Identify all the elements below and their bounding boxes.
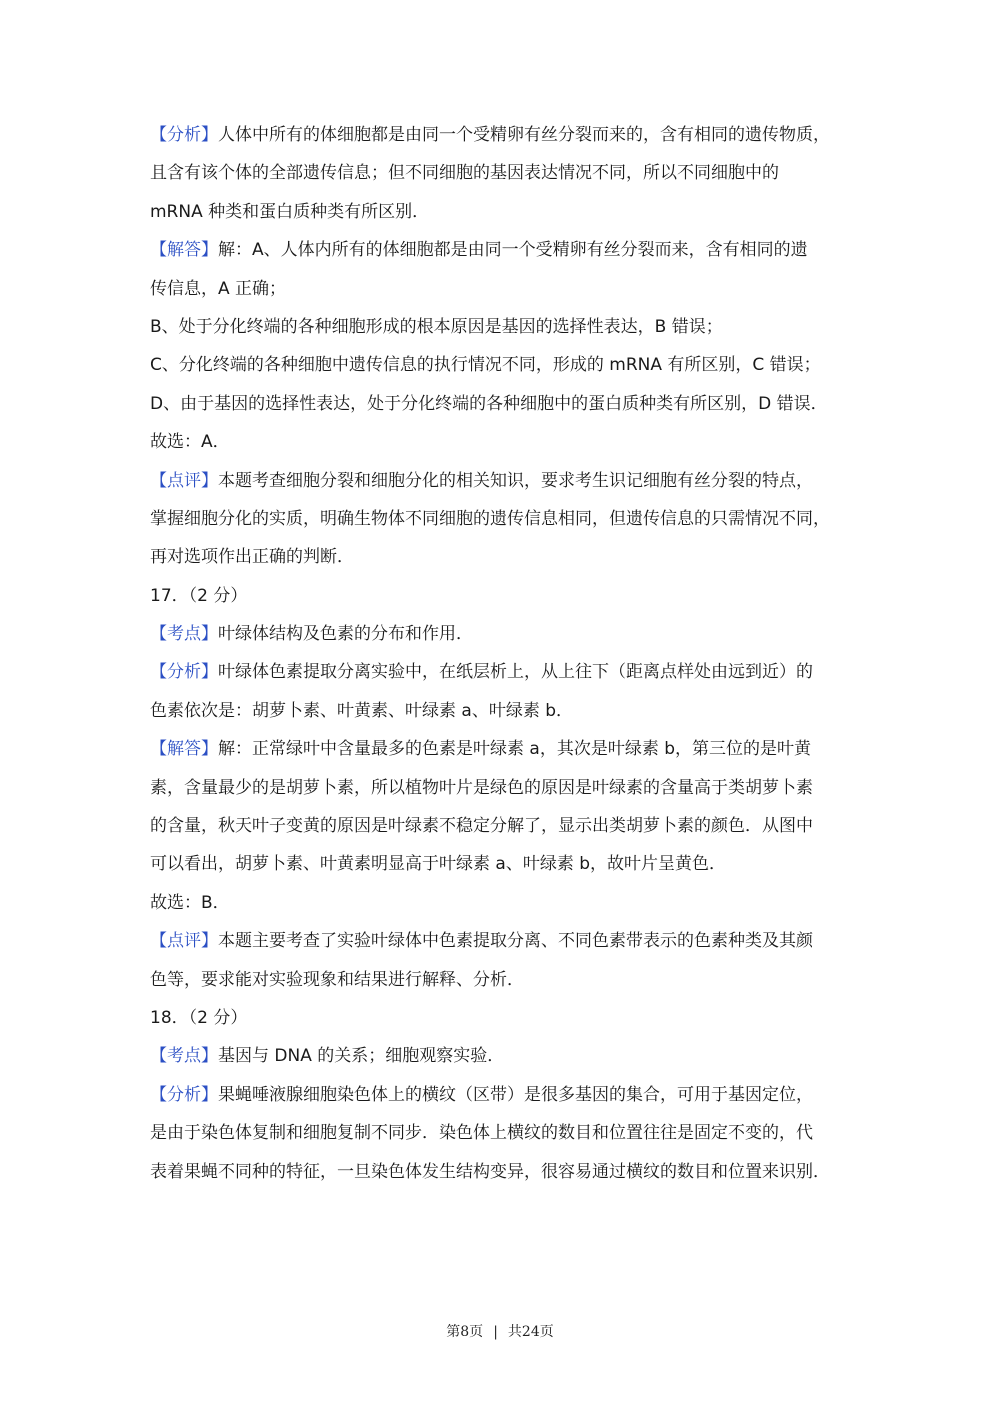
text-line	[150, 1076, 860, 1114]
line-text: 再对选项作出正确的判断．	[150, 547, 354, 568]
text-line	[150, 1153, 860, 1191]
line-text: 色等，要求能对实验现象和结果进行解释、分析．	[150, 969, 524, 990]
text-line	[150, 884, 860, 922]
text-line	[150, 1037, 860, 1075]
line-text: 17．（2 分）	[150, 585, 248, 606]
text-line	[150, 308, 860, 346]
line-text: 解：A、人体内所有的体细胞都是由同一个受精卵有丝分裂而来，含有相同的遗	[218, 240, 808, 261]
line-text: 是由于染色体复制和细胞复制不同步．染色体上横纹的数目和位置往往是固定不变的，代	[150, 1123, 813, 1144]
line-text: 本题主要考查了实验叶绿体中色素提取分离、不同色素带表示的色素种类及其颜	[218, 931, 813, 952]
text-line	[150, 577, 860, 615]
section-tag: 【解答】	[150, 240, 218, 261]
section-tag: 【点评】	[150, 470, 218, 491]
text-line	[150, 692, 860, 730]
page-number: 第8页	[446, 1324, 484, 1340]
line-text: 可以看出，胡萝卜素、叶黄素明显高于叶绿素 a、叶绿素 b，故叶片呈黄色．	[150, 854, 727, 875]
text-line	[150, 922, 860, 960]
text-line	[150, 653, 860, 691]
text-line	[150, 270, 860, 308]
section-tag: 【点评】	[150, 931, 218, 952]
line-text: 的含量，秋天叶子变黄的原因是叶绿素不稳定分解了，显示出类胡萝卜素的颜色．从图中	[150, 816, 813, 837]
footer-separator: |	[493, 1324, 498, 1340]
text-line	[150, 462, 860, 500]
line-text: mRNA 种类和蛋白质种类有所区别．	[150, 201, 430, 222]
text-line	[150, 999, 860, 1037]
page-footer	[0, 1320, 1000, 1344]
line-text: D、由于基因的选择性表达，处于分化终端的各种细胞中的蛋白质种类有所区别，D 错误．	[150, 393, 828, 414]
text-line	[150, 845, 860, 883]
line-text: 故选：A．	[150, 432, 230, 453]
line-text: 且含有该个体的全部遗传信息；但不同细胞的基因表达情况不同，所以不同细胞中的	[150, 163, 779, 184]
section-tag: 【分析】	[150, 662, 218, 683]
text-line	[150, 423, 860, 461]
line-text: 叶绿体色素提取分离实验中，在纸层析上，从上往下（距离点样处由远到近）的	[218, 662, 813, 683]
line-text: 素，含量最少的是胡萝卜素，所以植物叶片是绿色的原因是叶绿素的含量高于类胡萝卜素	[150, 777, 813, 798]
page-total: 共24页	[507, 1324, 554, 1340]
text-line	[150, 500, 860, 538]
text-line	[150, 231, 860, 269]
line-text: 叶绿体结构及色素的分布和作用．	[218, 624, 473, 645]
line-text: 基因与 DNA 的关系；细胞观察实验．	[218, 1046, 505, 1067]
text-line	[150, 538, 860, 576]
line-text: 掌握细胞分化的实质，明确生物体不同细胞的遗传信息相同，但遗传信息的只需情况不同，	[150, 508, 830, 529]
text-line	[150, 807, 860, 845]
line-text: 解：正常绿叶中含量最多的色素是叶绿素 a，其次是叶绿素 b，第三位的是叶黄	[218, 739, 812, 760]
section-tag: 【考点】	[150, 1046, 218, 1067]
text-line	[150, 961, 860, 999]
line-text: B、处于分化终端的各种细胞形成的根本原因是基因的选择性表达，B 错误；	[150, 316, 723, 337]
text-line	[150, 154, 860, 192]
line-text: 人体中所有的体细胞都是由同一个受精卵有丝分裂而来的，含有相同的遗传物质，	[218, 125, 830, 145]
line-text: 表着果蝇不同种的特征，一旦染色体发生结构变异，很容易通过横纹的数目和位置来识别．	[150, 1161, 830, 1182]
text-line	[150, 346, 860, 384]
line-text: 传信息，A 正确；	[150, 278, 287, 299]
line-text: 18．（2 分）	[150, 1007, 248, 1028]
text-line	[150, 615, 860, 653]
document-body	[150, 116, 860, 1191]
section-tag: 【分析】	[150, 1084, 218, 1105]
text-line	[150, 1114, 860, 1152]
section-tag: 【分析】	[150, 125, 218, 145]
section-tag: 【解答】	[150, 739, 218, 760]
text-line	[150, 193, 860, 231]
text-line	[150, 116, 860, 154]
line-text: 本题考查细胞分裂和细胞分化的相关知识，要求考生识记细胞有丝分裂的特点，	[218, 470, 813, 491]
text-line	[150, 385, 860, 423]
line-text: 故选：B．	[150, 892, 230, 913]
text-line	[150, 769, 860, 807]
line-text: 色素依次是：胡萝卜素、叶黄素、叶绿素 a、叶绿素 b．	[150, 700, 574, 721]
line-text: 果蝇唾液腺细胞染色体上的横纹（区带）是很多基因的集合，可用于基因定位，	[218, 1084, 813, 1105]
section-tag: 【考点】	[150, 624, 218, 645]
line-text: C、分化终端的各种细胞中遗传信息的执行情况不同，形成的 mRNA 有所区别，C 错误；	[150, 355, 821, 376]
text-line	[150, 730, 860, 768]
